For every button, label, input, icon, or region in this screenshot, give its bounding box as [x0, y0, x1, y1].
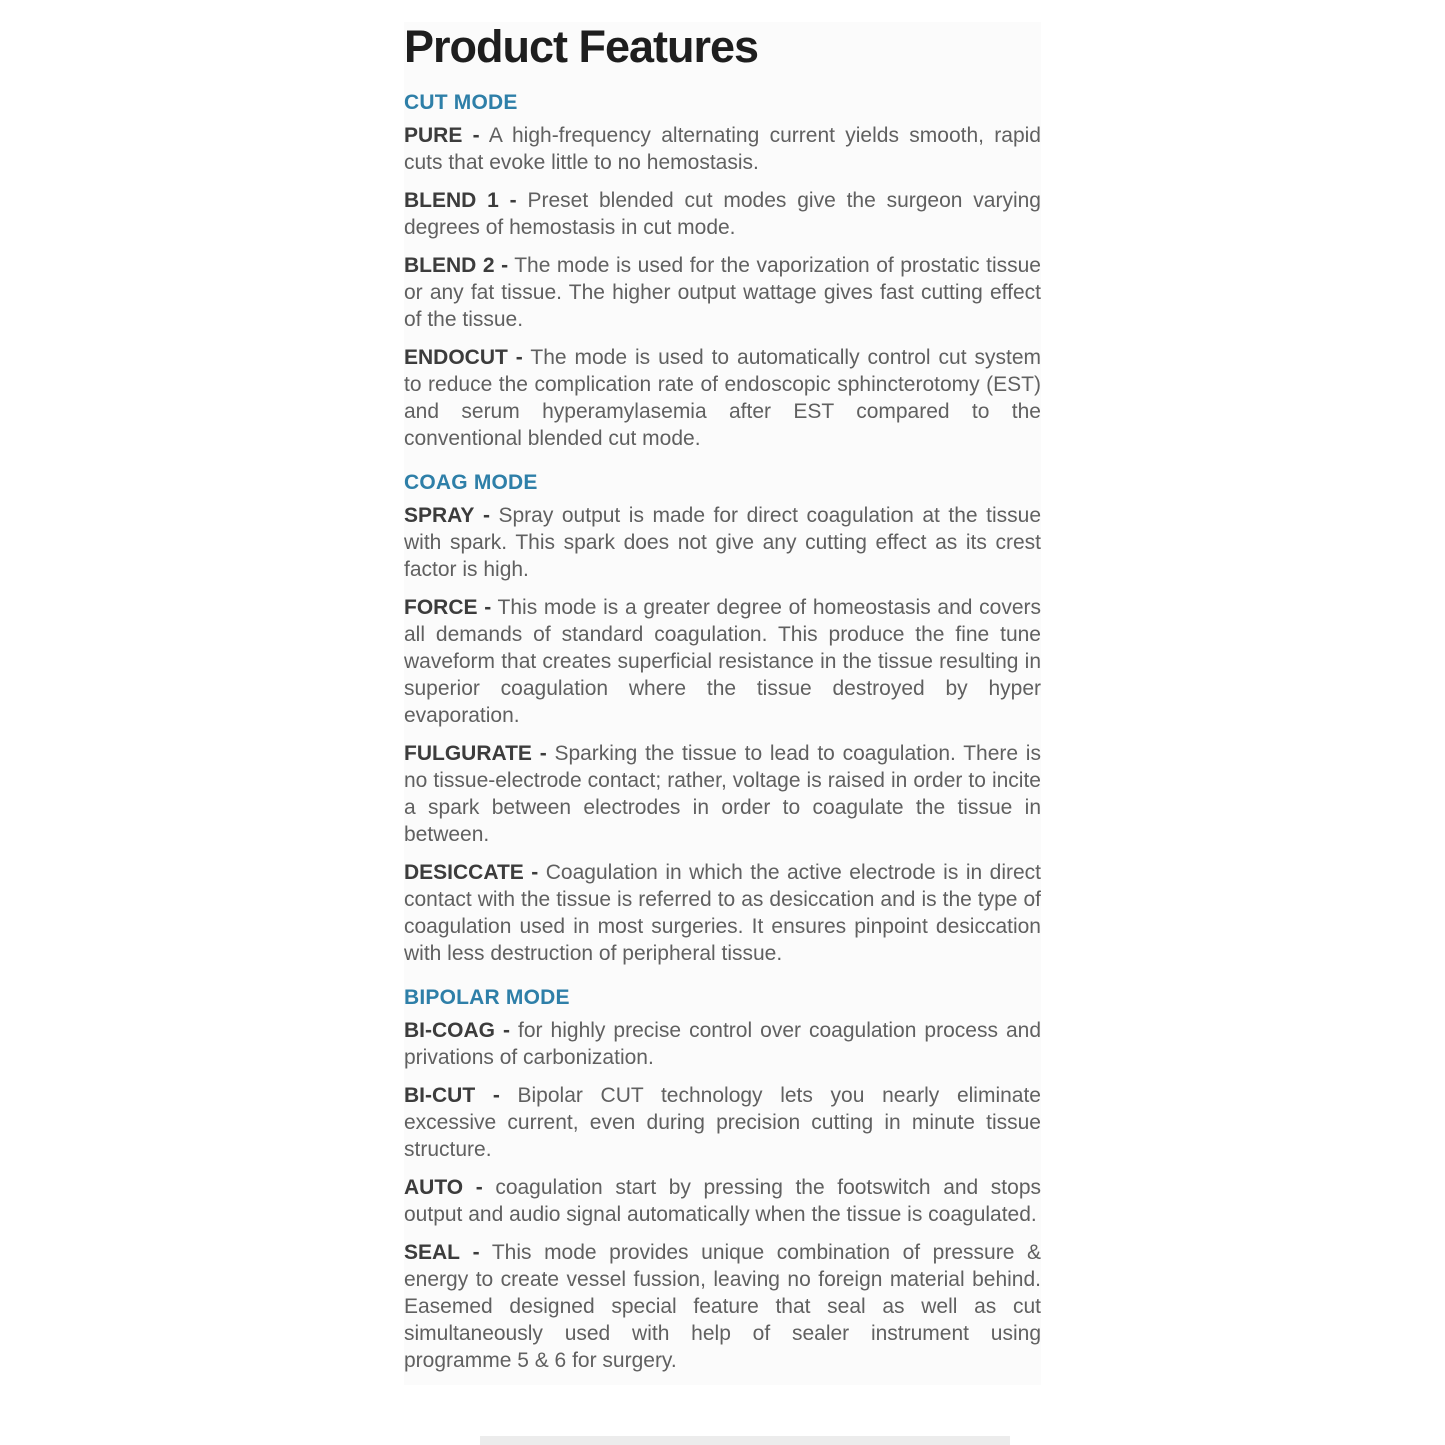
- feature-pure: [404, 122, 1041, 176]
- feature-spray: [404, 502, 1041, 583]
- feature-separator: -: [531, 861, 539, 884]
- feature-description: A high-frequency alternating current yields smooth, rapid cuts that evoke little to no hemostasis.: [404, 124, 1041, 174]
- feature-description: The mode is used to automatically control cut system to reduce the complication rate of endoscopic sphincterotomy (EST) and serum hyperamylasemia after EST compared to the conventional blended cut mode.: [404, 346, 1041, 450]
- feature-term: AUTO: [404, 1176, 464, 1199]
- feature-separator: -: [509, 189, 517, 212]
- feature-term: BLEND 2: [404, 254, 495, 277]
- feature-description: Sparking the tissue to lead to coagulation. There is no tissue-electrode contact; rather, voltage is raised in order to incite a spark between electrodes in order to coagulate the tissue in between.: [404, 742, 1041, 846]
- feature-term: DESICCATE: [404, 861, 524, 884]
- feature-term: SPRAY: [404, 504, 475, 527]
- feature-separator: -: [482, 504, 490, 527]
- feature-term: FORCE: [404, 596, 478, 619]
- feature-term: BLEND 1: [404, 189, 499, 212]
- feature-separator: -: [472, 124, 480, 147]
- feature-term: ENDOCUT: [404, 346, 508, 369]
- feature-separator: -: [484, 596, 492, 619]
- feature-separator: -: [539, 742, 547, 765]
- feature-bi-coag: [404, 1017, 1041, 1071]
- section-heading-bipolar-mode: BIPOLAR MODE: [404, 986, 570, 1009]
- feature-term: BI-COAG: [404, 1019, 495, 1042]
- page-title: Product Features: [404, 21, 759, 72]
- feature-description: for highly precise control over coagulation process and privations of carbonization.: [404, 1019, 1041, 1069]
- feature-fulgurate: [404, 740, 1041, 848]
- feature-separator: -: [472, 1241, 480, 1264]
- feature-separator: -: [501, 254, 509, 277]
- feature-desiccate: [404, 859, 1041, 967]
- feature-blend-2: [404, 252, 1041, 333]
- feature-seal: [404, 1239, 1041, 1374]
- feature-separator: -: [503, 1019, 511, 1042]
- feature-separator: -: [475, 1176, 483, 1199]
- feature-description: Bipolar CUT technology lets you nearly eliminate excessive current, even during precision cutting in minute tissue structure.: [404, 1084, 1041, 1161]
- bottom-shadow-bar: [480, 1436, 1010, 1445]
- feature-description: This mode is a greater degree of homeostasis and covers all demands of standard coagulation. This produce the fine tune waveform that creates superficial resistance in the tissue resulting in superior coagulation where the tissue destroyed by hyper evaporation.: [404, 596, 1041, 727]
- feature-separator: -: [515, 346, 523, 369]
- section-heading-coag-mode: COAG MODE: [404, 471, 538, 494]
- feature-bi-cut: [404, 1082, 1041, 1163]
- content-column: [404, 22, 1041, 1385]
- feature-term: BI-CUT: [404, 1084, 476, 1107]
- feature-description: Spray output is made for direct coagulation at the tissue with spark. This spark does not give any cutting effect as its crest factor is high.: [404, 504, 1041, 581]
- feature-auto: [404, 1174, 1041, 1228]
- feature-description: Preset blended cut modes give the surgeon varying degrees of hemostasis in cut mode.: [404, 189, 1041, 239]
- section-heading-cut-mode: CUT MODE: [404, 91, 518, 114]
- feature-endocut: [404, 344, 1041, 452]
- feature-term: PURE: [404, 124, 463, 147]
- feature-description: This mode provides unique combination of pressure & energy to create vessel fussion, leaving no foreign material behind. Easemed designed special feature that seal as well as cut simultaneously used with help of sealer instrument using programme 5 & 6 for surgery.: [404, 1241, 1041, 1372]
- feature-force: [404, 594, 1041, 729]
- feature-description: coagulation start by pressing the footswitch and stops output and audio signal automatically when the tissue is coagulated.: [404, 1176, 1042, 1226]
- feature-separator: -: [492, 1084, 500, 1107]
- feature-description: Coagulation in which the active electrode is in direct contact with the tissue is referred to as desiccation and is the type of coagulation used in most surgeries. It ensures pinpoint desiccation with less destruction of peripheral tissue.: [404, 861, 1041, 965]
- feature-blend-1: [404, 187, 1041, 241]
- feature-term: FULGURATE: [404, 742, 532, 765]
- feature-term: SEAL: [404, 1241, 461, 1264]
- feature-description: The mode is used for the vaporization of prostatic tissue or any fat tissue. The higher output wattage gives fast cutting effect of the tissue.: [404, 254, 1041, 331]
